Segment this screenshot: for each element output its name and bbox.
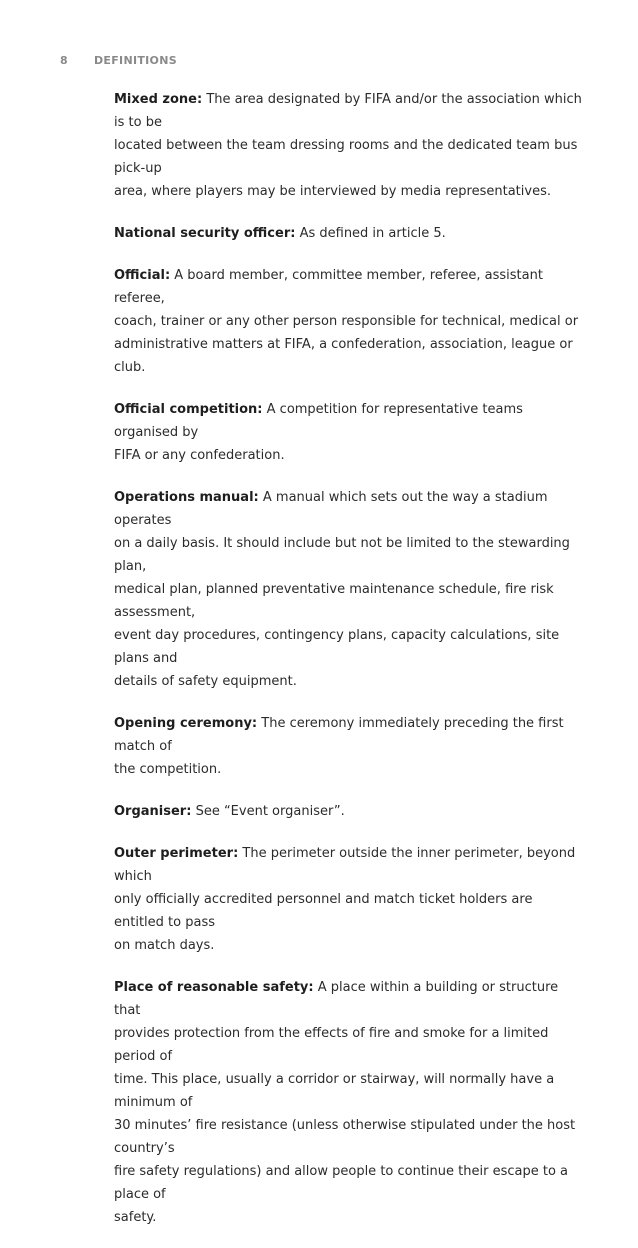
definition-text-line: area, where players may be interviewed by media representatives.	[114, 184, 551, 199]
definition-text-line: administrative matters at FIFA, a confederation, association, league or club.	[114, 337, 573, 375]
definition-text-line: the competition.	[114, 762, 222, 777]
definition-entry	[114, 222, 584, 245]
definition-entry	[114, 398, 584, 467]
definition-text-line: A manual which sets out the way a stadium operates	[114, 490, 548, 528]
definition-text-line: 30 minutes’ fire resistance (unless otherwise stipulated under the host country’s	[114, 1118, 576, 1156]
definition-text-line: As defined in article 5.	[299, 226, 446, 241]
definition-text-line: located between the team dressing rooms and the dedicated team bus pick-up	[114, 138, 578, 176]
definition-text-line: A board member, committee member, referee, assistant referee,	[114, 268, 543, 306]
definition-text-line: FIFA or any confederation.	[114, 448, 285, 463]
definition-text-line: See “Event organiser”.	[195, 804, 345, 819]
definition-text-line: on a daily basis. It should include but not be limited to the stewarding plan,	[114, 536, 570, 574]
definition-term: National security officer:	[114, 226, 296, 241]
definition-entry	[114, 712, 584, 781]
definition-term: Mixed zone:	[114, 92, 203, 107]
definition-text-line: coach, trainer or any other person responsible for technical, medical or	[114, 314, 579, 329]
definition-entry	[114, 264, 584, 379]
definition-text-line: The ceremony immediately preceding the first match of	[114, 716, 564, 754]
definition-text-line: event day procedures, contingency plans, capacity calculations, site plans and	[114, 628, 560, 666]
definition-text-line: safety.	[114, 1210, 157, 1225]
definition-term: Outer perimeter:	[114, 846, 239, 861]
definition-text-line: The perimeter outside the inner perimeter, beyond which	[114, 846, 576, 884]
definition-text-line: on match days.	[114, 938, 215, 953]
definition-term: Operations manual:	[114, 490, 259, 505]
definition-text-line: fire safety regulations) and allow people to continue their escape to a place of	[114, 1164, 568, 1202]
definition-entry	[114, 842, 584, 957]
definition-entry	[114, 486, 584, 693]
definition-text-line: A place within a building or structure that	[114, 980, 559, 1018]
page-header	[60, 54, 177, 67]
definition-term: Opening ceremony:	[114, 716, 258, 731]
definition-text-line: medical plan, planned preventative maintenance schedule, fire risk assessment,	[114, 582, 554, 620]
definition-text-line: The area designated by FIFA and/or the association which is to be	[114, 92, 582, 130]
definition-term: Official:	[114, 268, 171, 283]
definition-text-line: A competition for representative teams organised by	[114, 402, 523, 440]
definition-term: Organiser:	[114, 804, 192, 819]
definition-text-line: only officially accredited personnel and match ticket holders are entitled to pass	[114, 892, 533, 930]
definition-text-line: provides protection from the effects of fire and smoke for a limited period of	[114, 1026, 549, 1064]
definitions-list	[114, 88, 584, 1248]
definition-entry	[114, 88, 584, 203]
definition-text-line: details of safety equipment.	[114, 674, 297, 689]
section-title: DEFINITIONS	[94, 54, 177, 67]
definition-term: Place of reasonable safety:	[114, 980, 314, 995]
definition-term: Official competition:	[114, 402, 263, 417]
page-number: 8	[60, 54, 68, 67]
definition-entry	[114, 800, 584, 823]
definition-text-line: time. This place, usually a corridor or stairway, will normally have a minimum of	[114, 1072, 555, 1110]
definition-entry	[114, 976, 584, 1229]
